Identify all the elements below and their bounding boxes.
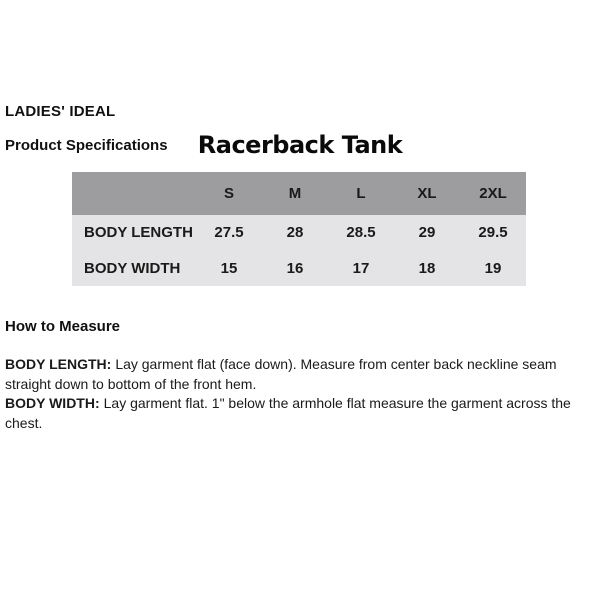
size-col-header-s: S bbox=[223, 185, 234, 202]
spec-value: 15 bbox=[220, 259, 238, 277]
instruction-body-width bbox=[5, 394, 600, 433]
brand-line: LADIES' IDEAL bbox=[5, 103, 116, 120]
size-table-header-row bbox=[72, 172, 526, 215]
spec-value: 29 bbox=[418, 224, 436, 242]
instruction-text: Lay garment flat. 1" below the armhole flat measure the garment across the chest. bbox=[5, 395, 571, 431]
instruction-body-length bbox=[5, 355, 600, 394]
spec-value: 28.5 bbox=[346, 224, 376, 242]
spec-value: 17 bbox=[352, 259, 370, 277]
size-col-header-m: M bbox=[288, 185, 302, 202]
table-row-body-width bbox=[72, 251, 526, 287]
spec-value: 16 bbox=[286, 259, 304, 277]
size-col-header-l: L bbox=[356, 185, 366, 202]
measure-instructions bbox=[5, 355, 600, 433]
instruction-term: BODY WIDTH: bbox=[5, 395, 100, 411]
how-to-measure-heading: How to Measure bbox=[5, 318, 121, 335]
instruction-term: BODY LENGTH: bbox=[5, 356, 112, 372]
spec-value: 19 bbox=[484, 259, 502, 277]
spec-row-label: BODY WIDTH bbox=[84, 259, 181, 277]
product-title: Racerback Tank bbox=[197, 131, 403, 159]
size-col-header-xl: XL bbox=[417, 185, 437, 202]
spec-value: 27.5 bbox=[214, 224, 244, 242]
product-spec-label: Product Specifications bbox=[5, 137, 168, 154]
spec-row-label: BODY LENGTH bbox=[84, 224, 193, 242]
size-col-header-2xl: 2XL bbox=[479, 185, 507, 202]
spec-value: 28 bbox=[286, 224, 304, 242]
spec-value: 29.5 bbox=[478, 224, 508, 242]
instruction-text: Lay garment flat (face down). Measure from center back neckline seam straight down to bottom of the front hem. bbox=[5, 356, 557, 392]
size-spec-table bbox=[72, 172, 526, 286]
spec-value: 18 bbox=[418, 259, 436, 277]
table-row-body-length bbox=[72, 215, 526, 251]
